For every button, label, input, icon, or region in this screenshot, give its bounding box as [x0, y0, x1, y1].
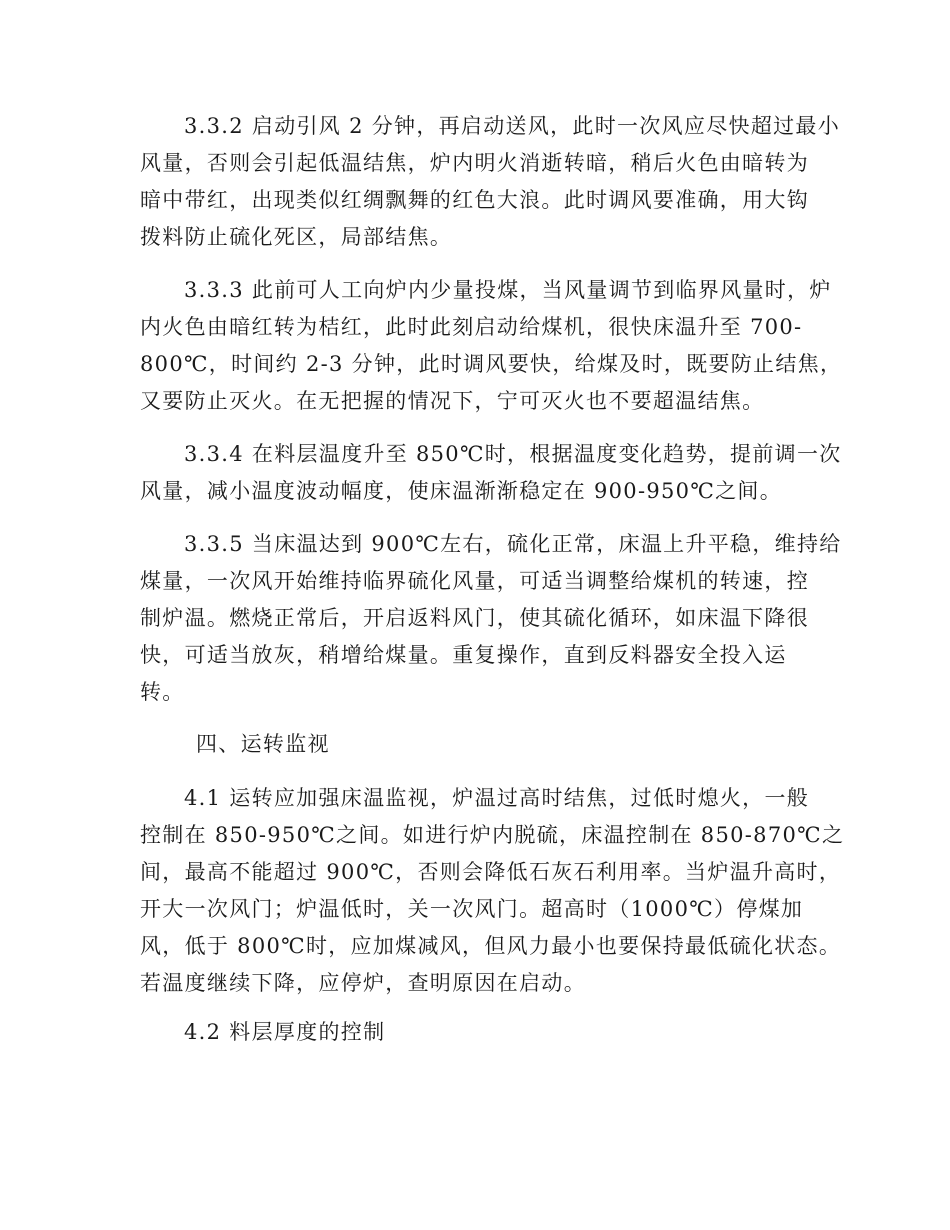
paragraph-line: 暗中带红，出现类似红绸飘舞的红色大浪。此时调风要准确，用大钩: [140, 188, 809, 212]
paragraph-line: 风量，减小温度波动幅度，使床温渐渐稳定在 900-950℃之间。: [140, 479, 783, 503]
paragraph-line: 3.3.4 在料层温度升至 850℃时，根据温度变化趋势，提前调一次: [184, 442, 842, 466]
paragraph-line: 800℃，时间约 2-3 分钟，此时调风要快，给煤及时，既要防止结焦，: [140, 352, 843, 376]
paragraph-line: 4.1 运转应加强床温监视，炉温过高时结焦，过低时熄火，一般: [184, 786, 810, 810]
paragraph-3-3-5: [140, 526, 842, 711]
paragraph-line: 3.3.2 启动引风 2 分钟，再启动送风，此时一次风应尽快超过最小: [184, 114, 841, 138]
paragraph-3-3-2: [140, 108, 841, 256]
paragraph-line: 间，最高不能超过 900℃，否则会降低石灰石利用率。当炉温升高时，: [140, 860, 842, 884]
paragraph-line: 3.3.5 当床温达到 900℃左右，硫化正常，床温上升平稳，维持给: [184, 532, 842, 556]
paragraph-4-1: [140, 780, 845, 1002]
paragraph-line: 又要防止灭火。在无把握的情况下，宁可灭火也不要超温结焦。: [140, 389, 765, 413]
paragraph-3-3-3: [140, 272, 843, 420]
paragraph-line: 制炉温。燃烧正常后，开启返料风门，使其硫化循环，如床温下降很: [140, 606, 809, 630]
paragraph-line: 控制在 850-950℃之间。如进行炉内脱硫，床温控制在 850-870℃之: [140, 823, 845, 847]
paragraph-line: 风，低于 800℃时，应加煤减风，但风力最小也要保持最低硫化状态。: [140, 934, 842, 958]
paragraph-line: 拨料防止硫化死区，局部结焦。: [140, 225, 453, 249]
paragraph-3-3-4: [140, 436, 842, 510]
paragraph-line: 转。: [140, 680, 185, 704]
paragraph-line: 内火色由暗红转为桔红，此时此刻启动给煤机，很快床温升至 700-: [140, 315, 803, 339]
paragraph-line: 风量，否则会引起低温结焦，炉内明火消逝转暗，稍后火色由暗转为: [140, 151, 809, 175]
paragraph-line: 3.3.3 此前可人工向炉内少量投煤，当风量调节到临界风量时，炉: [184, 278, 832, 302]
section-heading: 四、运转监视: [196, 732, 330, 756]
paragraph-4-2: [140, 1014, 820, 1051]
paragraph-line: 若温度继续下降，应停炉，查明原因在启动。: [140, 971, 586, 995]
paragraph-line: 快，可适当放灰，稍增给煤量。重复操作，直到反料器安全投入运: [140, 643, 787, 667]
paragraph-line: 4.2 料层厚度的控制: [184, 1020, 386, 1044]
paragraph-line: 煤量，一次风开始维持临界硫化风量，可适当调整给煤机的转速，控: [140, 569, 809, 593]
paragraph-line: 开大一次风门；炉温低时，关一次风门。超高时（1000℃）停煤加: [140, 897, 804, 921]
